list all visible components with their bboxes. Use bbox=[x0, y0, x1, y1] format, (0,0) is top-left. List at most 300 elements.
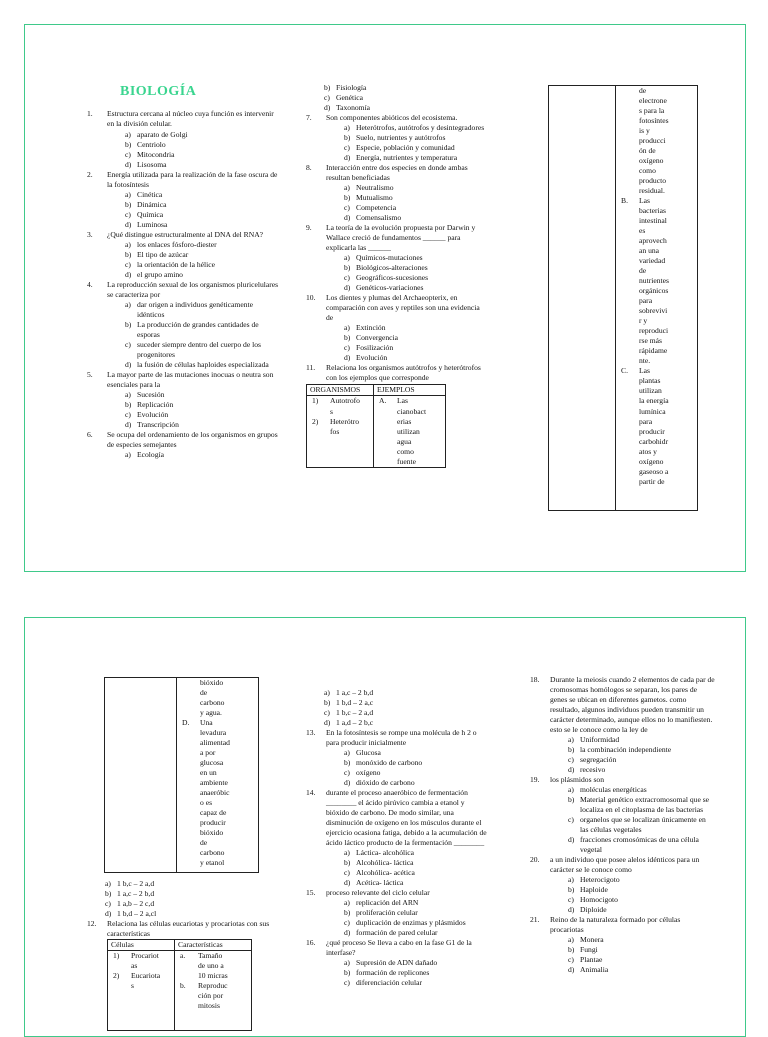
option-letter: d) bbox=[568, 965, 575, 975]
answer-options bbox=[550, 935, 715, 975]
question-item bbox=[87, 230, 282, 280]
option-letter: b) bbox=[568, 795, 575, 805]
option-text: 1 a,b – 2 c,d bbox=[117, 899, 155, 909]
question-item bbox=[306, 938, 488, 988]
option-text: oxígeno bbox=[356, 768, 381, 778]
option-text: formación de replicones bbox=[356, 968, 430, 978]
option-text: proliferación celular bbox=[356, 908, 418, 918]
question-number: 2. bbox=[87, 169, 93, 179]
option-letter: c) bbox=[344, 343, 350, 353]
document-page-1 bbox=[24, 24, 746, 572]
option-text: la fusión de células haploides especializada bbox=[137, 359, 269, 369]
question-text: ¿qué proceso Se lleva a cabo en la fase G1 de la interfase? bbox=[326, 938, 472, 958]
option-letter: a) bbox=[344, 253, 350, 263]
answer-option bbox=[560, 875, 715, 885]
option-letter: c) bbox=[105, 899, 111, 909]
answer-option bbox=[560, 815, 715, 835]
answer-option bbox=[560, 785, 715, 795]
option-letter: c) bbox=[125, 149, 131, 159]
page-title: BIOLOGÍA bbox=[120, 84, 197, 99]
answer-option bbox=[117, 150, 282, 160]
table-cell-item: 2) Heterótrofos bbox=[312, 416, 360, 436]
answer-option bbox=[336, 958, 488, 968]
question-text: los plásmidos son bbox=[550, 775, 605, 785]
question-text: durante el proceso anaeróbico de fermentación ________ el ácido pirúvico cambia a etanol y bióxido de carbono. De modo similar, una disminución de oxígeno en los músculos durante el ejercicio ocasiona fatiga, debido a la acumulación de ácido láctico producto de la fermentación ________ bbox=[326, 788, 487, 848]
answer-option bbox=[336, 333, 488, 343]
answer-option bbox=[336, 193, 488, 203]
answer-option bbox=[117, 200, 282, 210]
question-11-table bbox=[306, 384, 446, 467]
option-text: Replicación bbox=[137, 399, 174, 409]
option-letter: d) bbox=[324, 718, 331, 728]
option-letter: c) bbox=[344, 918, 350, 928]
answer-option bbox=[316, 698, 488, 708]
option-text: Glucosa bbox=[356, 748, 381, 758]
option-text: recesivo bbox=[580, 765, 606, 775]
option-letter: b) bbox=[344, 968, 351, 978]
option-text: aparato de Golgi bbox=[137, 129, 188, 139]
option-text: formación de pared celular bbox=[356, 928, 438, 938]
document-page-2 bbox=[24, 617, 746, 1037]
question-number: 3. bbox=[87, 229, 93, 239]
option-letter: c) bbox=[125, 259, 131, 269]
option-letter: a) bbox=[344, 748, 350, 758]
table-header-organismos: ORGANISMOS bbox=[307, 385, 374, 396]
question-12-options bbox=[306, 688, 488, 728]
answer-options bbox=[326, 958, 488, 988]
option-letter: d) bbox=[568, 765, 575, 775]
option-text: Sucesión bbox=[137, 389, 165, 399]
option-text: Competencia bbox=[356, 203, 397, 213]
answer-option bbox=[316, 93, 488, 103]
options-continued bbox=[306, 83, 488, 113]
answer-option bbox=[117, 210, 282, 220]
answer-options bbox=[107, 240, 282, 280]
option-letter: c) bbox=[568, 955, 574, 965]
option-letter: d) bbox=[344, 153, 351, 163]
option-text: Evolución bbox=[356, 353, 388, 363]
question-number: 13. bbox=[306, 728, 316, 738]
option-text: dióxido de carbono bbox=[356, 778, 415, 788]
table-cell-item: 1) Procariotas bbox=[113, 951, 159, 971]
option-letter: a) bbox=[344, 898, 350, 908]
option-text: Láctica- alcohólica bbox=[356, 848, 414, 858]
option-text: Energía, nutrientes y temperatura bbox=[356, 153, 458, 163]
answer-option bbox=[336, 968, 488, 978]
option-text: Centriolo bbox=[137, 139, 166, 149]
question-item bbox=[306, 223, 488, 293]
table-cell-item: b. Reproducción por mitosis bbox=[180, 981, 228, 1011]
option-letter: a) bbox=[568, 935, 574, 945]
question-item bbox=[306, 363, 488, 383]
answer-option bbox=[316, 83, 488, 93]
option-text: la orientación de la hélice bbox=[137, 259, 216, 269]
question-number: 11. bbox=[306, 363, 316, 373]
question-text: Se ocupa del ordenamiento de los organismos en grupos de especies semejantes bbox=[107, 429, 278, 449]
answer-option bbox=[336, 263, 488, 273]
question-text: Son componentes abióticos del ecosistema. bbox=[326, 113, 458, 123]
answer-option bbox=[336, 343, 488, 353]
option-text: Diploide bbox=[580, 905, 607, 915]
question-number: 4. bbox=[87, 279, 93, 289]
answer-option bbox=[560, 755, 715, 765]
answer-option bbox=[117, 320, 282, 340]
answer-option bbox=[117, 240, 282, 250]
option-letter: d) bbox=[344, 928, 351, 938]
answer-options bbox=[107, 390, 282, 430]
table-cell-text: de electrones para la fotosíntesis y producción de oxígeno como producto residual. bbox=[639, 86, 669, 196]
option-text: suceder siempre dentro del cuerpo de los progenitores bbox=[137, 339, 261, 359]
question-number: 8. bbox=[306, 163, 312, 173]
answer-option bbox=[336, 123, 488, 133]
answer-option bbox=[336, 898, 488, 908]
option-text: Luminosa bbox=[137, 219, 168, 229]
question-list bbox=[87, 919, 282, 939]
answer-option bbox=[117, 190, 282, 200]
option-text: Químicos-mutaciones bbox=[356, 253, 423, 263]
option-text: 1 b,c – 2 a,d bbox=[336, 708, 374, 718]
answer-option bbox=[336, 768, 488, 778]
answer-options bbox=[326, 898, 488, 938]
page1-column-1 bbox=[87, 83, 282, 460]
option-text: 1 b,d – 2 a,c bbox=[336, 698, 374, 708]
question-number: 9. bbox=[306, 223, 312, 233]
question-item bbox=[87, 280, 282, 370]
answer-option bbox=[97, 909, 282, 919]
question-text: ¿Qué distingue estructuralmente al DNA del RNA? bbox=[107, 229, 264, 239]
option-letter: d) bbox=[344, 878, 351, 888]
page2-column-1 bbox=[87, 677, 282, 1031]
option-letter: d) bbox=[125, 269, 132, 279]
option-letter: a) bbox=[344, 848, 350, 858]
question-item bbox=[530, 775, 715, 855]
answer-option bbox=[560, 795, 715, 815]
option-text: Neutralismo bbox=[356, 183, 394, 193]
option-letter: b) bbox=[344, 133, 351, 143]
option-letter: c) bbox=[344, 768, 350, 778]
option-text: moléculas energéticas bbox=[580, 785, 647, 795]
question-number: 10. bbox=[306, 293, 316, 303]
option-text: Extinción bbox=[356, 323, 386, 333]
option-letter: c) bbox=[125, 209, 131, 219]
option-text: Ecología bbox=[137, 450, 164, 459]
question-number: 6. bbox=[87, 429, 93, 439]
answer-option bbox=[336, 213, 488, 223]
option-letter: a) bbox=[125, 189, 131, 199]
option-letter: d) bbox=[344, 778, 351, 788]
answer-option bbox=[97, 899, 282, 909]
option-letter: b) bbox=[105, 889, 112, 899]
page2-column-2 bbox=[306, 688, 488, 988]
answer-options bbox=[326, 323, 488, 363]
table-cell-item: 2) Eucariotas bbox=[113, 971, 161, 991]
option-letter: a) bbox=[324, 688, 330, 697]
table-header-celulas: Células bbox=[108, 940, 175, 951]
answer-options bbox=[326, 848, 488, 888]
option-letter: d) bbox=[324, 103, 331, 113]
answer-option bbox=[117, 400, 282, 410]
option-letter: a) bbox=[125, 389, 131, 399]
answer-option bbox=[117, 270, 282, 280]
answer-option bbox=[117, 260, 282, 270]
option-text: Material genético extracromosomal que se localiza en el citoplasma de las bacterias bbox=[580, 795, 710, 815]
question-item bbox=[306, 163, 488, 223]
option-letter: a) bbox=[125, 239, 131, 249]
answer-option bbox=[560, 885, 715, 895]
answer-option bbox=[336, 978, 488, 988]
question-12-table bbox=[107, 939, 252, 1031]
question-text: La teoría de la evolución propuesta por Darwin y Wallace creció de fundamentos ______ para explicarla las ______ bbox=[326, 223, 476, 253]
page1-column-2 bbox=[306, 83, 488, 468]
option-letter: a) bbox=[344, 958, 350, 968]
option-letter: b) bbox=[344, 193, 351, 203]
option-letter: c) bbox=[568, 895, 574, 905]
question-12: 12. Relaciona las células eucariotas y procariotas con sus características bbox=[87, 919, 270, 939]
question-number: 19. bbox=[530, 775, 540, 785]
question-text: Los dientes y plumas del Archaeopterix, en comparación con aves y reptiles son una evidencia de bbox=[326, 293, 480, 323]
answer-option bbox=[336, 253, 488, 263]
question-text: proceso relevante del ciclo celular bbox=[326, 888, 430, 898]
option-letter: c) bbox=[344, 143, 350, 153]
answer-option bbox=[336, 858, 488, 868]
option-text: Alcohólica- láctica bbox=[356, 858, 414, 868]
question-item bbox=[306, 888, 488, 938]
question-number: 16. bbox=[306, 938, 316, 948]
table-header-ejemplos: EJEMPLOS bbox=[374, 385, 446, 396]
option-letter: c) bbox=[344, 978, 350, 988]
question-text: La mayor parte de las mutaciones inocuas o neutra son esenciales para la bbox=[107, 369, 274, 389]
option-letter: c) bbox=[568, 815, 574, 825]
option-letter: c) bbox=[344, 273, 350, 283]
question-item bbox=[87, 430, 282, 460]
option-letter: a) bbox=[344, 323, 350, 333]
question-item bbox=[306, 788, 488, 888]
answer-option bbox=[336, 878, 488, 888]
option-text: Química bbox=[137, 209, 164, 219]
option-letter: b) bbox=[344, 908, 351, 918]
question-item bbox=[87, 170, 282, 230]
option-letter: d) bbox=[344, 353, 351, 363]
option-letter: b) bbox=[568, 945, 575, 955]
option-letter: b) bbox=[125, 139, 132, 149]
option-text: Monera bbox=[580, 935, 604, 945]
question-number: 20. bbox=[530, 855, 540, 865]
answer-options bbox=[550, 875, 715, 915]
question-text: a un individuo que posee alelos idénticos para un carácter se le conoce como bbox=[550, 855, 700, 875]
option-letter: d) bbox=[125, 359, 132, 369]
answer-options bbox=[326, 123, 488, 163]
question-text: Durante la meiosis cuando 2 elementos de cada par de cromosomas homólogos se separan, los pares de genes se ubican en diferentes gametos. como resultado, algunos individuos pueden transmitir un carácter determinado, aunque ellos no lo manifiesten. esto se le conoce como la ley de bbox=[550, 675, 715, 735]
page2-column-3 bbox=[530, 675, 715, 975]
answer-option bbox=[336, 758, 488, 768]
question-item bbox=[530, 915, 715, 975]
question-text: La reproducción sexual de los organismos pluricelulares se caracteriza por bbox=[107, 279, 279, 299]
option-text: monóxido de carbono bbox=[356, 758, 423, 768]
answer-option bbox=[560, 955, 715, 965]
answer-option bbox=[117, 390, 282, 400]
question-number: 1. bbox=[87, 109, 93, 119]
question-item bbox=[306, 293, 488, 363]
option-letter: d) bbox=[125, 419, 132, 429]
option-text: Fisiología bbox=[336, 83, 367, 92]
answer-option bbox=[560, 935, 715, 945]
option-text: Heterocigoto bbox=[580, 875, 620, 885]
answer-option bbox=[336, 778, 488, 788]
option-text: Transcripción bbox=[137, 419, 179, 429]
option-text: Heterótrofos, autótrofos y desintegradores bbox=[356, 123, 485, 133]
option-text: Plantae bbox=[580, 955, 603, 965]
answer-option bbox=[560, 895, 715, 905]
answer-options bbox=[107, 300, 282, 370]
option-text: La producción de grandes cantidades de esporas bbox=[137, 319, 259, 339]
option-letter: c) bbox=[344, 868, 350, 878]
option-text: Taxonomía bbox=[336, 103, 371, 113]
answer-option bbox=[560, 965, 715, 975]
option-text: Evolución bbox=[137, 409, 169, 419]
question-11-table-end bbox=[104, 677, 259, 873]
option-text: la combinación independiente bbox=[580, 745, 672, 755]
option-letter: a) bbox=[568, 875, 574, 885]
option-text: Fosilización bbox=[356, 343, 394, 353]
answer-option bbox=[117, 340, 282, 360]
question-number: 7. bbox=[306, 113, 312, 123]
option-text: Haploide bbox=[580, 885, 608, 895]
answer-option bbox=[117, 360, 282, 370]
answer-option bbox=[117, 130, 282, 140]
answer-option bbox=[336, 133, 488, 143]
answer-options bbox=[107, 190, 282, 230]
option-text: Genéticos-variaciones bbox=[356, 283, 424, 293]
option-text: Suelo, nutrientes y autótrofos bbox=[356, 133, 446, 143]
table-cell-text: bióxido de carbono y agua. bbox=[200, 678, 225, 718]
question-11-options bbox=[87, 879, 282, 919]
question-number: 15. bbox=[306, 888, 316, 898]
question-text: Relaciona los organismos autótrofos y heterótrofos con los ejemplos que corresponde bbox=[326, 363, 481, 383]
option-letter: b) bbox=[568, 745, 575, 755]
option-text: Geográficos-sucesiones bbox=[356, 273, 429, 283]
answer-options bbox=[550, 735, 715, 775]
answer-option bbox=[336, 143, 488, 153]
option-text: Uniformidad bbox=[580, 735, 620, 745]
option-letter: b) bbox=[344, 263, 351, 273]
answer-option bbox=[316, 103, 488, 113]
option-text: segregación bbox=[580, 755, 617, 765]
option-letter: a) bbox=[344, 183, 350, 193]
answer-option bbox=[336, 353, 488, 363]
option-text: Animalia bbox=[580, 965, 609, 975]
option-letter: b) bbox=[324, 83, 331, 92]
question-text: Reino de la naturaleza formado por células procariotas bbox=[550, 915, 681, 935]
answer-option bbox=[336, 273, 488, 283]
answer-option bbox=[336, 283, 488, 293]
option-text: fracciones cromosómicas de una célula vegetal bbox=[580, 835, 699, 855]
option-text: Cinética bbox=[137, 189, 163, 199]
answer-option bbox=[560, 835, 715, 855]
answer-options bbox=[107, 130, 282, 170]
option-text: Lisosoma bbox=[137, 159, 167, 169]
table-cell-item: 1) Autotrofos bbox=[312, 396, 360, 416]
option-text: Alcohólica- acética bbox=[356, 868, 415, 878]
option-letter: c) bbox=[344, 203, 350, 213]
option-text: los enlaces fósforo-diester bbox=[137, 239, 217, 249]
answer-option bbox=[117, 140, 282, 150]
option-letter: d) bbox=[568, 835, 575, 845]
question-item bbox=[530, 675, 715, 775]
answer-option bbox=[336, 153, 488, 163]
answer-options bbox=[550, 785, 715, 855]
question-text: Estructura cercana al núcleo cuya función es intervenir en la división celular. bbox=[107, 109, 274, 129]
option-text: Genética bbox=[336, 93, 363, 103]
answer-option bbox=[117, 220, 282, 230]
table-cell-item: a. Tamaño de uno a 10 micras bbox=[180, 951, 228, 981]
answer-option bbox=[117, 250, 282, 260]
option-letter: b) bbox=[344, 858, 351, 868]
option-text: 1 a,c – 2 b,d bbox=[336, 688, 374, 697]
option-text: diferenciación celular bbox=[356, 978, 422, 988]
answer-option bbox=[336, 908, 488, 918]
answer-options bbox=[107, 450, 282, 460]
option-letter: c) bbox=[324, 708, 330, 718]
option-text: Comensalismo bbox=[356, 213, 402, 223]
question-text: En la fotosíntesis se rompe una molécula de h 2 o para producir inicialmente bbox=[326, 728, 477, 748]
table-cell-item: A. Las cianobacterias utilizan agua como fuente bbox=[379, 396, 427, 466]
option-text: duplicación de enzimas y plásmidos bbox=[356, 918, 466, 928]
answer-option bbox=[117, 410, 282, 420]
option-text: Biológicos-alteraciones bbox=[356, 263, 428, 273]
option-letter: a) bbox=[125, 450, 131, 459]
question-item bbox=[87, 370, 282, 430]
option-text: Fungi bbox=[580, 945, 598, 955]
option-letter: b) bbox=[125, 199, 132, 209]
option-letter: a) bbox=[568, 735, 574, 745]
answer-option bbox=[560, 745, 715, 755]
answer-option bbox=[97, 879, 282, 889]
option-letter: b) bbox=[125, 249, 132, 259]
question-item bbox=[306, 113, 488, 163]
answer-option bbox=[336, 183, 488, 193]
question-number: 5. bbox=[87, 369, 93, 379]
option-letter: d) bbox=[344, 213, 351, 223]
option-letter: b) bbox=[324, 698, 331, 708]
option-text: 1 a,c – 2 b,d bbox=[117, 889, 155, 899]
option-letter: c) bbox=[125, 339, 131, 349]
option-text: organelos que se localizan únicamente en las células vegetales bbox=[580, 815, 706, 835]
option-letter: b) bbox=[344, 758, 351, 768]
option-letter: d) bbox=[125, 159, 132, 169]
question-list bbox=[306, 728, 488, 988]
option-letter: a) bbox=[125, 129, 131, 139]
answer-option bbox=[97, 889, 282, 899]
question-number: 21. bbox=[530, 915, 540, 925]
option-text: Dinámica bbox=[137, 199, 167, 209]
answer-option bbox=[336, 203, 488, 213]
answer-options bbox=[326, 183, 488, 223]
option-text: Supresión de ADN dañado bbox=[356, 958, 438, 968]
option-letter: b) bbox=[344, 333, 351, 343]
table-cell-item: C. Las plantas utilizan la energía lumínica para producir carbohidratos y oxígeno gaseoso a partir de bbox=[621, 366, 669, 486]
option-text: Especie, población y comunidad bbox=[356, 143, 455, 153]
question-list bbox=[87, 109, 282, 460]
option-text: 1 a,d – 2 b,c bbox=[336, 718, 374, 728]
answer-option bbox=[316, 708, 488, 718]
option-letter: c) bbox=[324, 93, 330, 103]
answer-option bbox=[560, 905, 715, 915]
option-text: el grupo amino bbox=[137, 269, 183, 279]
answer-option bbox=[117, 300, 282, 320]
question-number: 18. bbox=[530, 675, 540, 684]
answer-option bbox=[336, 848, 488, 858]
answer-option bbox=[117, 160, 282, 170]
